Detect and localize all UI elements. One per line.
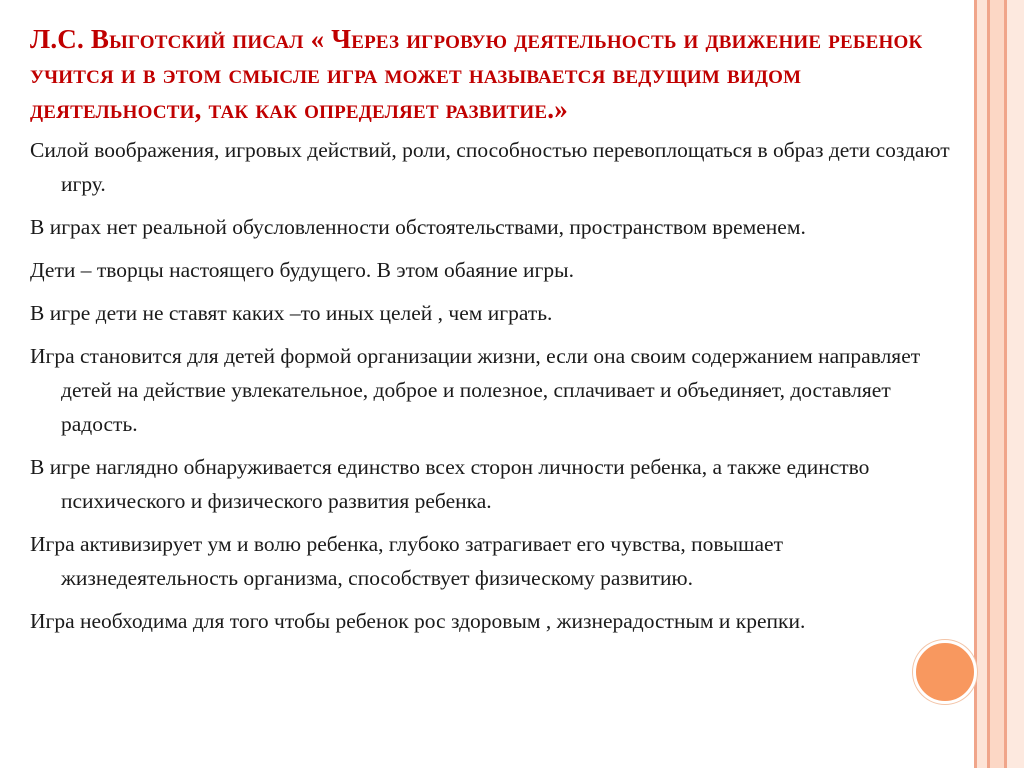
paragraph: Дети – творцы настоящего будущего. В этом обаяние игры. xyxy=(30,258,574,282)
paragraph: Игра активизирует ум и волю ребенка, глубоко затрагивает его чувства, повышает жизнедеятельность организма, способствует физическому развитию. xyxy=(30,532,783,590)
stripe xyxy=(990,0,1004,768)
decorative-circle xyxy=(913,640,977,704)
stripe xyxy=(977,0,987,768)
paragraph: Игра становится для детей формой организации жизни, если она своим содержанием направляет детей на действие увлекательное, доброе и полезное, сплачивает и объединяет, доставляет радость. xyxy=(30,344,921,436)
paragraph: В игре дети не ставят каких –то иных целей , чем играть. xyxy=(30,301,553,325)
decorative-stripes xyxy=(974,0,1024,768)
paragraph: Игра необходима для того чтобы ребенок рос здоровым , жизнерадостным и крепки. xyxy=(30,609,806,633)
paragraph: В играх нет реальной обусловленности обстоятельствами, пространством временем. xyxy=(30,215,806,239)
paragraph: В игре наглядно обнаруживается единство всех сторон личности ребенка, а также единство психического и физического развития ребенка. xyxy=(30,455,870,513)
slide-title: Л.С. Выготский писал « Через игровую деятельность и движение ребенок учится и в этом смысле игра может называется ведущим видом деятельности, так как определяет развитие.» xyxy=(30,24,923,124)
stripe xyxy=(1007,0,1024,768)
slide-body xyxy=(30,133,965,647)
paragraph: Силой воображения, игровых действий, роли, способностью перевоплощаться в образ дети создают игру. xyxy=(30,138,950,196)
